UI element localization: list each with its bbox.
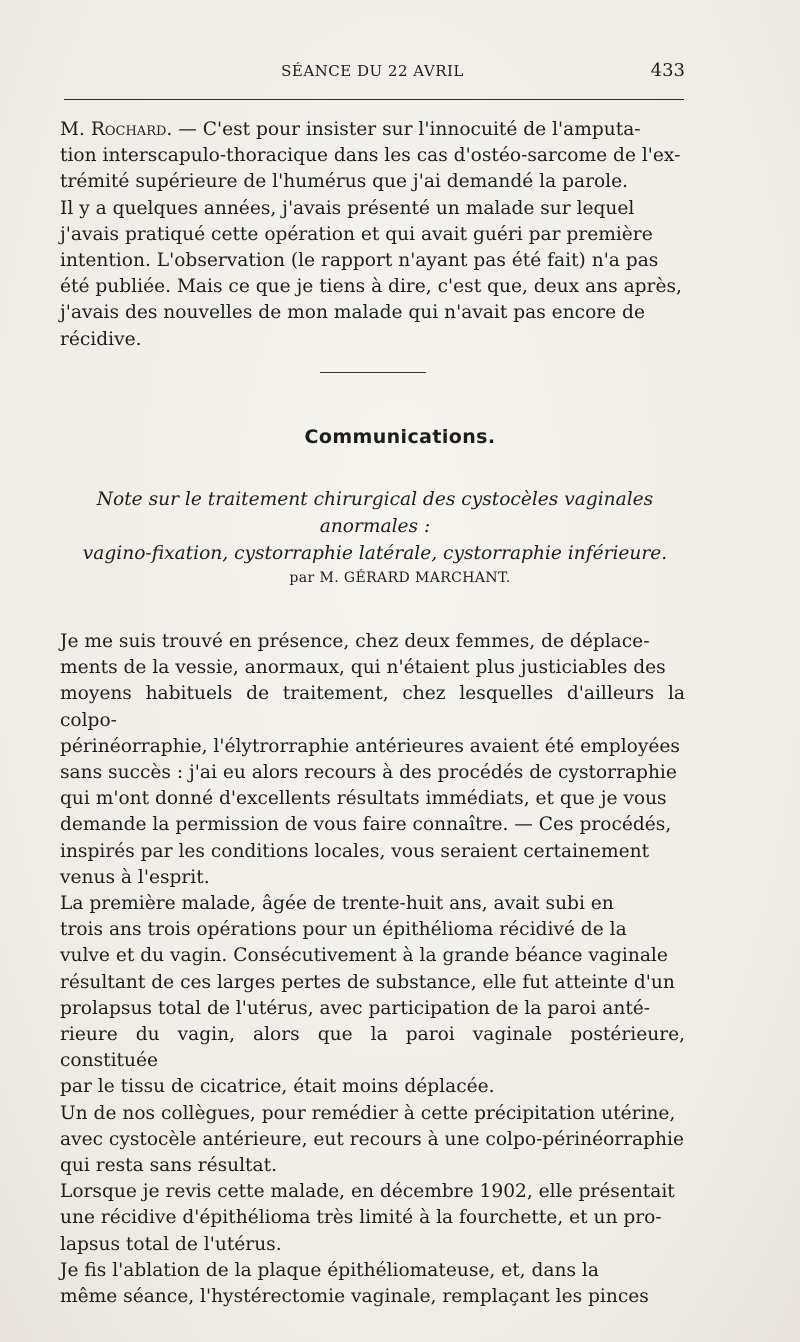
text-line: lapsus total de l'utérus. xyxy=(60,1233,282,1255)
running-head xyxy=(60,60,685,86)
text-line: résultant de ces larges pertes de substance, elle fut atteinte d'un xyxy=(60,971,675,993)
text-line: trois ans trois opérations pour un épithélioma récidivé de la xyxy=(60,919,627,941)
text-line: inspirés par les conditions locales, vous seraient certainement xyxy=(60,840,650,862)
text-line: intention. L'observation (le rapport n'ayant pas été fait) n'a pas xyxy=(60,250,659,272)
note-title xyxy=(60,486,690,567)
note-title-line: Note sur le traitement chirurgical des cystocèles vaginales anormales : xyxy=(96,489,654,537)
text-line: périnéorraphie, l'élytrorraphie antérieures avaient été employées xyxy=(60,735,680,757)
body-paragraph-1 xyxy=(60,629,685,891)
text-line: une récidive d'épithélioma très limité à la fourchette, et un pro- xyxy=(60,1207,662,1229)
body-paragraph-3 xyxy=(60,1101,685,1180)
text-line: Un de nos collègues, pour remédier à cette précipitation utérine, xyxy=(60,1102,676,1124)
header-rule xyxy=(64,99,684,100)
text-line: trémité supérieure de l'humérus que j'ai demandé la parole. xyxy=(60,171,629,193)
author-byline: par M. GÉRARD MARCHANT. xyxy=(289,570,511,586)
intro-paragraph-2 xyxy=(60,196,685,353)
text-line: moyens habituels de traitement, chez lesquelles d'ailleurs la colpo- xyxy=(60,683,685,731)
text-line: Je fis l'ablation de la plaque épithéliomateuse, et, dans la xyxy=(60,1259,599,1281)
text-line: qui m'ont donné d'excellents résultats immédiats, et que je vous xyxy=(60,788,667,810)
text-line: ments de la vessie, anormaux, qui n'étaient plus justiciables des xyxy=(60,657,666,679)
text-line: par le tissu de cicatrice, était moins déplacée. xyxy=(60,1076,495,1098)
text-line: La première malade, âgée de trente-huit ans, avait subi en xyxy=(60,893,614,915)
body-paragraph-5 xyxy=(60,1258,685,1310)
text-line: récidive. xyxy=(60,328,142,350)
body-paragraph-2 xyxy=(60,891,685,1101)
text-line: Je me suis trouvé en présence, chez deux femmes, de déplace- xyxy=(60,631,650,652)
text-line: même séance, l'hystérectomie vaginale, remplaçant les pinces xyxy=(60,1286,649,1308)
body-paragraph-4 xyxy=(60,1179,685,1258)
text-line: demande la permission de vous faire connaître. — Ces procédés, xyxy=(60,814,672,836)
text-line: prolapsus total de l'utérus, avec participation de la paroi anté- xyxy=(60,997,651,1019)
section-separator xyxy=(320,372,426,373)
intro-discussion xyxy=(60,117,685,353)
speaker-name: M. Rochard. xyxy=(60,119,173,140)
text-line: avec cystocèle antérieure, eut recours à une colpo-périnéorraphie xyxy=(60,1128,684,1150)
text-line: venus à l'esprit. xyxy=(60,866,210,888)
text-line: sans succès : j'ai eu alors recours à des procédés de cystorraphie xyxy=(60,762,677,784)
text-line: Lorsque je revis cette malade, en décembre 1902, elle présentait xyxy=(60,1181,675,1203)
article-body xyxy=(60,629,685,1310)
note-title-line: vagino-fixation, cystorraphie latérale, cystorraphie inférieure. xyxy=(82,543,668,564)
text-line: tion interscapulo-thoracique dans les cas d'ostéo-sarcome de l'ex- xyxy=(60,145,681,167)
text-line: Il y a quelques années, j'avais présenté un malade sur lequel xyxy=(60,197,635,219)
intro-paragraph-1 xyxy=(60,117,685,196)
text-line: été publiée. Mais ce que je tiens à dire, c'est que, deux ans après, xyxy=(60,276,682,298)
text-line: rieure du vagin, alors que la paroi vaginale postérieure, constituée xyxy=(60,1024,685,1072)
text-line: qui resta sans résultat. xyxy=(60,1155,277,1177)
text-line: — C'est pour insister sur l'innocuité de l'amputa- xyxy=(172,119,641,140)
text-line: j'avais des nouvelles de mon malade qui n'avait pas encore de xyxy=(60,302,645,324)
page-number: 433 xyxy=(650,60,685,81)
section-heading: Communications. xyxy=(304,426,496,448)
text-line: vulve et du vagin. Consécutivement à la grande béance vaginale xyxy=(60,945,668,967)
text-line: j'avais pratiqué cette opération et qui avait guéri par première xyxy=(60,223,653,245)
running-head-title: SÉANCE DU 22 AVRIL xyxy=(281,62,464,80)
